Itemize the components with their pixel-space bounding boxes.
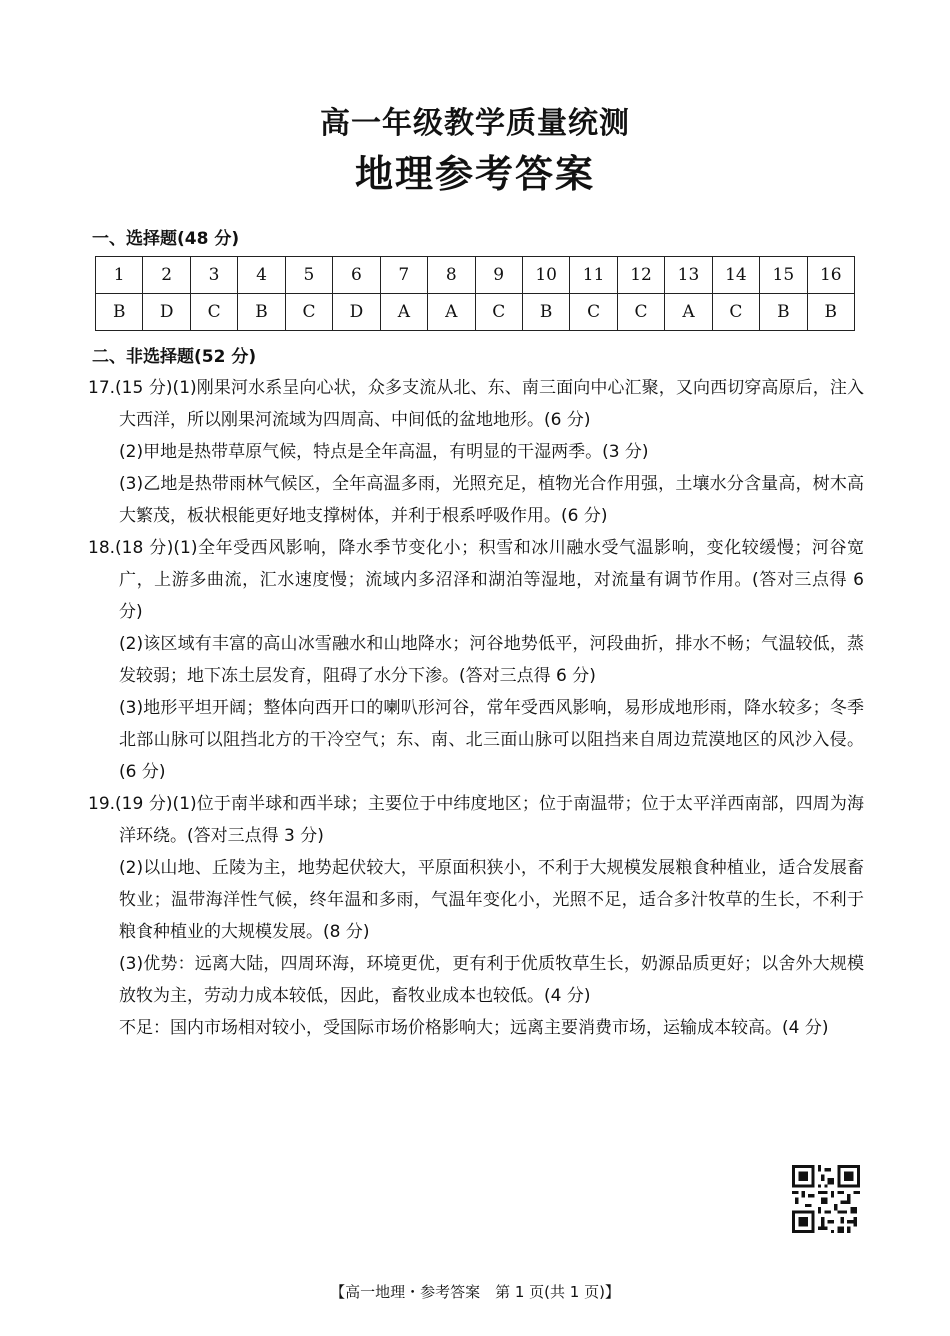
- question-number-cell: 7: [380, 257, 427, 294]
- question-number-cell: 10: [522, 257, 569, 294]
- answer-cell: C: [617, 294, 664, 331]
- q19-part1: 19.(19 分)(1)位于南半球和西半球；主要位于中纬度地区；位于南温带；位于太平洋西南部，四周为海洋环绕。(答对三点得 3 分): [88, 794, 864, 846]
- answer-cell: B: [760, 294, 807, 331]
- section-nonchoice-heading: 二、非选择题(52 分): [92, 347, 257, 367]
- question-number-cell: 12: [617, 257, 664, 294]
- answer-cell: C: [475, 294, 522, 331]
- q17-part3: (3)乙地是热带雨林气候区，全年高温多雨，光照充足，植物光合作用强，土壤水分含量高，树木高大繁茂，板状根能更好地支撑树体，并利于根系呼吸作用。(6 分): [119, 474, 864, 526]
- answer-cell: D: [333, 294, 380, 331]
- answer-cell: C: [570, 294, 617, 331]
- q18-part3: (3)地形平坦开阔；整体向西开口的喇叭形河谷，常年受西风影响，易形成地形雨，降水较多；冬季北部山脉可以阻挡北方的干冷空气；东、南、北三面山脉可以阻挡来自周边荒漠地区的风沙入侵。(6 分): [119, 698, 864, 782]
- page-footer: 【高一地理・参考答案 第 1 页(共 1 页)】: [330, 1283, 620, 1301]
- answer-cell: C: [712, 294, 759, 331]
- q17-part2: (2)甲地是热带草原气候，特点是全年高温，有明显的干湿两季。(3 分): [119, 442, 649, 462]
- answer-cell: B: [96, 294, 143, 331]
- answer-cell: A: [380, 294, 427, 331]
- answer-table-number-row: [96, 257, 855, 294]
- question-number-cell: 15: [760, 257, 807, 294]
- answer-table: [95, 256, 855, 331]
- answer-table-answer-row: [96, 294, 855, 331]
- q18-part1: 18.(18 分)(1)全年受西风影响，降水季节变化小；积雪和冰川融水受气温影响，变化较缓慢；河谷宽广，上游多曲流，汇水速度慢；流域内多沼泽和湖泊等湿地，对流量有调节作用。(答对三点得 6 分): [88, 538, 864, 622]
- page-subtitle: 地理参考答案: [354, 152, 595, 196]
- question-number-cell: 16: [807, 257, 854, 294]
- answer-cell: A: [428, 294, 475, 331]
- q19-part4: 不足：国内市场相对较小，受国际市场价格影响大；远离主要消费市场，运输成本较高。(4 分): [119, 1018, 829, 1038]
- question-number-cell: 3: [190, 257, 237, 294]
- answer-cell: C: [190, 294, 237, 331]
- question-number-cell: 9: [475, 257, 522, 294]
- question-number-cell: 1: [96, 257, 143, 294]
- answer-cell: B: [807, 294, 854, 331]
- answer-cell: D: [143, 294, 190, 331]
- page-title: 高一年级教学质量统测: [320, 106, 630, 141]
- question-number-cell: 6: [333, 257, 380, 294]
- answers-content: [88, 372, 864, 1044]
- answer-cell: B: [522, 294, 569, 331]
- q19-part3: (3)优势：远离大陆，四周环海，环境更优，更有利于优质牧草生长，奶源品质更好；以舍外大规模放牧为主，劳动力成本较低，因此，畜牧业成本也较低。(4 分): [119, 954, 864, 1006]
- question-number-cell: 14: [712, 257, 759, 294]
- question-number-cell: 4: [238, 257, 285, 294]
- question-number-cell: 5: [285, 257, 332, 294]
- question-number-cell: 13: [665, 257, 712, 294]
- answer-cell: A: [665, 294, 712, 331]
- qr-code-icon: [792, 1165, 860, 1233]
- question-number-cell: 2: [143, 257, 190, 294]
- q17-part1: 17.(15 分)(1)刚果河水系呈向心状，众多支流从北、东、南三面向中心汇聚，又向西切穿高原后，注入大西洋，所以刚果河流域为四周高、中间低的盆地地形。(6 分): [88, 378, 864, 430]
- answer-cell: C: [285, 294, 332, 331]
- question-number-cell: 8: [428, 257, 475, 294]
- answer-cell: B: [238, 294, 285, 331]
- section-choice-heading: 一、选择题(48 分): [92, 229, 240, 249]
- question-number-cell: 11: [570, 257, 617, 294]
- q19-part2: (2)以山地、丘陵为主，地势起伏较大，平原面积狭小，不利于大规模发展粮食种植业，适合发展畜牧业；温带海洋性气候，终年温和多雨，气温年变化小，光照不足，适合多汁牧草的生长，不利于粮食种植业的大规模发展。(8 分): [119, 858, 864, 942]
- q18-part2: (2)该区域有丰富的高山冰雪融水和山地降水；河谷地势低平，河段曲折，排水不畅；气温较低，蒸发较弱；地下冻土层发育，阻碍了水分下渗。(答对三点得 6 分): [119, 634, 864, 686]
